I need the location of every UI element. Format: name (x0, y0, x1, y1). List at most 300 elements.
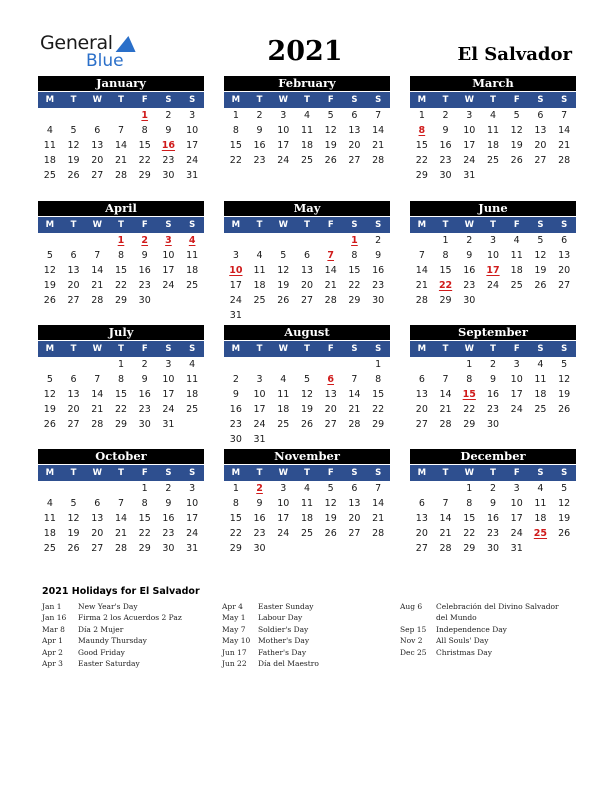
holiday-day: 2 (256, 483, 263, 494)
day-cell: 11 (277, 389, 290, 400)
day-cell: 3 (280, 110, 287, 121)
day-cell: 12 (300, 389, 314, 400)
weekday-header (38, 92, 204, 108)
weekday-header (224, 465, 390, 481)
day-cell: 16 (138, 265, 151, 276)
month-november (224, 449, 390, 556)
day-cell: 25 (43, 543, 56, 554)
day-cell: 22 (348, 280, 361, 291)
day-cell: 26 (558, 404, 571, 415)
empty-cell (38, 108, 62, 123)
weekday-label: S (351, 220, 358, 230)
day-cell: 15 (463, 513, 476, 524)
holiday-column (42, 601, 217, 669)
day-cell: 25 (253, 295, 266, 306)
day-cell: 9 (165, 125, 172, 136)
holiday-day: 16 (161, 140, 176, 151)
day-cell: 17 (510, 389, 523, 400)
day-cell: 30 (138, 419, 151, 430)
day-cell: 17 (277, 140, 290, 151)
empty-cell (38, 481, 62, 496)
weekday-label: M (231, 220, 241, 230)
weekday-label: S (537, 220, 544, 230)
weekday-header (224, 341, 390, 357)
weekday-label: T (442, 468, 449, 478)
month-april (38, 201, 204, 308)
day-cell: 14 (372, 125, 385, 136)
holiday-date: Nov 2 (400, 636, 423, 646)
day-cell: 28 (324, 295, 337, 306)
day-cell: 16 (253, 513, 266, 524)
weekday-label: W (464, 220, 474, 230)
holiday-name: Mother's Day (258, 636, 310, 646)
day-cell: 13 (348, 125, 361, 136)
day-cell: 29 (463, 419, 476, 430)
day-cell: 20 (534, 140, 547, 151)
day-cell: 10 (510, 498, 523, 509)
day-cell: 26 (277, 295, 290, 306)
day-cell: 8 (232, 498, 239, 509)
empty-cell (62, 108, 86, 123)
month-october (38, 449, 204, 556)
weekday-label: T (304, 95, 310, 105)
day-cell: 21 (91, 404, 104, 415)
day-cell: 27 (348, 155, 361, 166)
weekday-label: M (231, 468, 241, 478)
day-cell: 7 (375, 483, 382, 494)
day-cell: 25 (300, 155, 314, 166)
day-cell: 26 (324, 155, 337, 166)
day-cell: 15 (348, 265, 361, 276)
holiday-item (42, 658, 217, 669)
day-cell: 30 (229, 434, 242, 445)
weekday-label: F (327, 95, 334, 105)
day-cell: 8 (141, 125, 148, 136)
weekday-label: S (189, 344, 196, 354)
weekday-label: T (70, 95, 77, 105)
empty-cell (62, 481, 86, 496)
day-cell: 19 (324, 140, 337, 151)
day-cell: 20 (67, 280, 80, 291)
day-cell: 19 (558, 513, 571, 524)
weekday-label: S (165, 95, 172, 105)
day-cell: 7 (117, 125, 125, 136)
weekday-header (38, 465, 204, 481)
day-cell: 17 (510, 513, 523, 524)
weekday-label: M (417, 220, 427, 230)
weekday-label: W (278, 344, 288, 354)
day-cell: 17 (463, 140, 476, 151)
day-cell: 20 (348, 140, 361, 151)
weekday-label: W (92, 220, 102, 230)
day-cell: 12 (324, 498, 337, 509)
day-cell: 4 (46, 125, 53, 136)
day-cell: 18 (186, 265, 199, 276)
weekday-label: T (256, 344, 263, 354)
empty-cell (410, 233, 434, 248)
weekday-label: F (141, 344, 148, 354)
holiday-item (400, 635, 572, 646)
holiday-day: 7 (327, 250, 335, 261)
day-cell: 19 (43, 404, 56, 415)
day-cell: 9 (466, 250, 473, 261)
day-cell: 24 (486, 280, 500, 291)
weekday-header (410, 92, 576, 108)
empty-cell (62, 357, 86, 372)
day-cell: 10 (162, 374, 175, 385)
weekday-label: F (513, 468, 520, 478)
weekday-label: T (118, 468, 124, 478)
month-title: April (38, 201, 204, 216)
day-cell: 23 (486, 528, 500, 539)
day-cell: 30 (162, 170, 175, 181)
holiday-date: Apr 2 (42, 647, 63, 657)
month-february (224, 76, 390, 168)
day-cell: 18 (510, 265, 523, 276)
day-cell: 9 (489, 374, 497, 385)
month-july (38, 325, 204, 432)
day-cell: 13 (415, 513, 428, 524)
day-cell: 17 (186, 140, 199, 151)
weekday-label: T (118, 220, 124, 230)
day-cell: 13 (324, 389, 337, 400)
day-cell: 4 (280, 374, 287, 385)
day-cell: 16 (439, 140, 452, 151)
day-cell: 7 (442, 498, 449, 509)
day-cell: 18 (277, 404, 290, 415)
day-cell: 28 (372, 528, 385, 539)
weekday-label: M (45, 344, 55, 354)
weekday-label: M (417, 344, 427, 354)
empty-cell (319, 357, 343, 372)
day-cell: 1 (466, 359, 473, 370)
day-cell: 6 (351, 483, 358, 494)
month-title: July (38, 325, 204, 340)
day-cell: 9 (489, 498, 497, 509)
day-cell: 20 (324, 404, 337, 415)
empty-cell (248, 233, 272, 248)
day-cell: 31 (186, 170, 199, 181)
day-cell: 18 (534, 513, 547, 524)
day-cell: 1 (117, 359, 125, 370)
day-cell: 5 (70, 498, 77, 509)
day-cell: 4 (189, 359, 196, 370)
day-cell: 31 (253, 434, 266, 445)
day-cell: 22 (138, 155, 151, 166)
weekday-label: T (118, 344, 124, 354)
month-january (38, 76, 204, 183)
day-cell: 20 (300, 280, 314, 291)
month-title: August (224, 325, 390, 340)
day-cell: 28 (439, 419, 452, 430)
weekday-label: T (70, 468, 77, 478)
day-cell: 19 (300, 404, 314, 415)
day-cell: 28 (114, 543, 128, 554)
day-cell: 10 (186, 498, 199, 509)
day-cell: 26 (43, 295, 56, 306)
month-title: January (38, 76, 204, 91)
day-cell: 11 (510, 250, 523, 261)
holiday-day: 1 (117, 235, 125, 246)
holiday-item (42, 635, 217, 646)
weekday-label: W (464, 95, 474, 105)
day-cell: 6 (70, 250, 77, 261)
day-cell: 13 (300, 265, 314, 276)
day-cell: 23 (372, 280, 385, 291)
day-cell: 16 (372, 265, 385, 276)
day-cell: 11 (486, 125, 500, 136)
holiday-date: Jun 22 (222, 659, 247, 669)
month-title: May (224, 201, 390, 216)
day-cell: 15 (138, 513, 151, 524)
weekday-label: F (141, 220, 148, 230)
day-cell: 19 (324, 513, 337, 524)
day-cell: 15 (372, 389, 385, 400)
day-cell: 22 (463, 404, 476, 415)
empty-cell (38, 357, 62, 372)
day-cell: 11 (186, 250, 199, 261)
day-grid (38, 108, 204, 183)
day-cell: 27 (91, 170, 104, 181)
day-grid (410, 481, 576, 556)
weekday-label: S (165, 468, 172, 478)
holiday-day: 1 (141, 110, 149, 121)
weekday-label: S (351, 344, 358, 354)
day-cell: 10 (486, 250, 500, 261)
day-cell: 11 (43, 513, 56, 524)
day-cell: 14 (372, 498, 385, 509)
day-cell: 1 (141, 483, 148, 494)
day-cell: 21 (348, 404, 361, 415)
day-cell: 2 (256, 110, 263, 121)
day-cell: 27 (534, 155, 547, 166)
day-cell: 15 (229, 140, 242, 151)
empty-cell (295, 233, 319, 248)
day-cell: 31 (186, 543, 199, 554)
weekday-label: T (442, 95, 449, 105)
day-cell: 25 (300, 528, 314, 539)
weekday-label: F (513, 220, 520, 230)
day-cell: 22 (114, 280, 128, 291)
day-cell: 3 (189, 110, 196, 121)
day-cell: 8 (351, 250, 358, 261)
day-cell: 16 (486, 513, 500, 524)
day-cell: 21 (558, 140, 571, 151)
weekday-label: T (490, 344, 496, 354)
day-cell: 23 (463, 280, 476, 291)
day-cell: 21 (439, 528, 452, 539)
year-title: 2021 (267, 36, 343, 67)
holiday-item (42, 624, 217, 635)
holiday-day: 3 (165, 235, 172, 246)
day-cell: 28 (415, 295, 428, 306)
holiday-name: Firma 2 los Acuerdos 2 Paz (78, 613, 182, 623)
day-cell: 29 (439, 295, 452, 306)
weekday-label: S (189, 468, 196, 478)
holiday-item (42, 647, 217, 658)
month-title: February (224, 76, 390, 91)
holiday-item (222, 612, 397, 623)
day-cell: 25 (186, 404, 199, 415)
weekday-label: F (141, 95, 148, 105)
day-cell: 15 (229, 513, 242, 524)
day-cell: 18 (486, 140, 500, 151)
day-cell: 12 (510, 125, 523, 136)
weekday-label: T (256, 95, 263, 105)
day-cell: 1 (466, 483, 473, 494)
holiday-item (42, 601, 217, 612)
holiday-item (400, 647, 572, 658)
day-cell: 19 (67, 155, 80, 166)
day-cell: 28 (439, 543, 452, 554)
weekday-label: W (92, 468, 102, 478)
weekday-label: S (561, 95, 568, 105)
weekday-label: F (327, 468, 334, 478)
day-cell: 23 (138, 404, 151, 415)
holiday-day: 6 (327, 374, 335, 385)
day-cell: 6 (94, 125, 101, 136)
weekday-label: S (375, 468, 382, 478)
day-cell: 30 (463, 295, 476, 306)
weekday-label: M (231, 95, 241, 105)
day-cell: 2 (141, 359, 148, 370)
month-march (410, 76, 576, 183)
weekday-label: T (70, 344, 77, 354)
empty-cell (271, 357, 295, 372)
day-cell: 8 (117, 250, 125, 261)
day-cell: 27 (415, 419, 428, 430)
day-cell: 24 (463, 155, 476, 166)
holiday-date: Aug 6 (400, 602, 423, 611)
day-cell: 3 (513, 483, 520, 494)
day-cell: 8 (141, 498, 148, 509)
weekday-label: W (464, 344, 474, 354)
day-cell: 22 (229, 155, 242, 166)
day-cell: 22 (415, 155, 428, 166)
day-cell: 26 (67, 170, 80, 181)
day-cell: 7 (351, 374, 358, 385)
day-cell: 16 (162, 513, 175, 524)
holiday-name: Día 2 Mujer (78, 624, 124, 634)
holiday-name: Good Friday (78, 647, 125, 657)
day-cell: 30 (486, 543, 500, 554)
day-cell: 14 (91, 265, 104, 276)
day-cell: 21 (91, 280, 104, 291)
day-cell: 14 (324, 265, 337, 276)
day-cell: 25 (486, 155, 500, 166)
day-cell: 6 (94, 498, 101, 509)
weekday-header (410, 341, 576, 357)
day-cell: 5 (561, 359, 568, 370)
weekday-label: W (278, 95, 288, 105)
day-cell: 4 (46, 498, 53, 509)
day-cell: 18 (43, 528, 56, 539)
day-cell: 2 (165, 483, 172, 494)
day-cell: 30 (486, 419, 500, 430)
holiday-item (400, 601, 572, 624)
day-cell: 11 (534, 374, 547, 385)
day-cell: 16 (138, 389, 151, 400)
day-cell: 27 (67, 419, 80, 430)
day-cell: 19 (67, 528, 80, 539)
day-cell: 2 (442, 110, 449, 121)
holiday-date: May 1 (222, 613, 246, 623)
day-cell: 8 (375, 374, 382, 385)
day-cell: 17 (277, 513, 290, 524)
day-cell: 2 (165, 110, 172, 121)
day-cell: 27 (558, 280, 571, 291)
weekday-label: F (513, 344, 520, 354)
day-cell: 28 (558, 155, 571, 166)
day-cell: 31 (162, 419, 175, 430)
day-cell: 31 (463, 170, 476, 181)
day-cell: 17 (162, 265, 175, 276)
logo-general-text: General (40, 32, 113, 54)
day-cell: 23 (162, 528, 175, 539)
day-cell: 19 (43, 280, 56, 291)
holiday-name: Christmas Day (436, 647, 492, 657)
day-cell: 3 (489, 235, 497, 246)
day-grid (38, 233, 204, 308)
day-grid (410, 108, 576, 183)
day-cell: 8 (117, 374, 125, 385)
weekday-label: T (442, 344, 449, 354)
day-cell: 10 (186, 125, 199, 136)
weekday-label: S (561, 344, 568, 354)
day-cell: 7 (117, 498, 125, 509)
day-cell: 21 (439, 404, 452, 415)
day-cell: 23 (486, 404, 500, 415)
day-cell: 23 (253, 528, 266, 539)
day-cell: 30 (253, 543, 266, 554)
holiday-day: 17 (486, 265, 500, 276)
weekday-label: T (304, 220, 310, 230)
day-cell: 21 (372, 140, 385, 151)
day-cell: 24 (277, 528, 290, 539)
weekday-label: T (490, 95, 496, 105)
day-cell: 22 (463, 528, 476, 539)
day-cell: 7 (418, 250, 425, 261)
holiday-date: Apr 3 (42, 659, 63, 669)
weekday-label: T (490, 468, 496, 478)
holiday-day: 25 (533, 528, 548, 539)
day-cell: 26 (510, 155, 523, 166)
day-cell: 20 (558, 265, 571, 276)
empty-cell (85, 481, 109, 496)
day-cell: 29 (415, 170, 428, 181)
day-cell: 19 (558, 389, 571, 400)
day-cell: 3 (466, 110, 473, 121)
day-cell: 3 (280, 483, 287, 494)
holiday-date: Jun 17 (222, 647, 247, 657)
day-cell: 23 (253, 155, 266, 166)
day-cell: 14 (348, 389, 361, 400)
holiday-date: Jan 16 (42, 613, 67, 623)
day-cell: 12 (534, 250, 547, 261)
holiday-name: Labour Day (258, 613, 303, 623)
day-cell: 25 (186, 280, 199, 291)
weekday-label: S (351, 95, 358, 105)
day-cell: 7 (94, 374, 101, 385)
weekday-label: S (165, 220, 172, 230)
day-cell: 12 (277, 265, 290, 276)
weekday-label: W (92, 95, 102, 105)
empty-cell (295, 357, 319, 372)
weekday-header (38, 217, 204, 233)
day-cell: 13 (67, 265, 80, 276)
day-cell: 5 (561, 483, 568, 494)
day-cell: 22 (229, 528, 242, 539)
